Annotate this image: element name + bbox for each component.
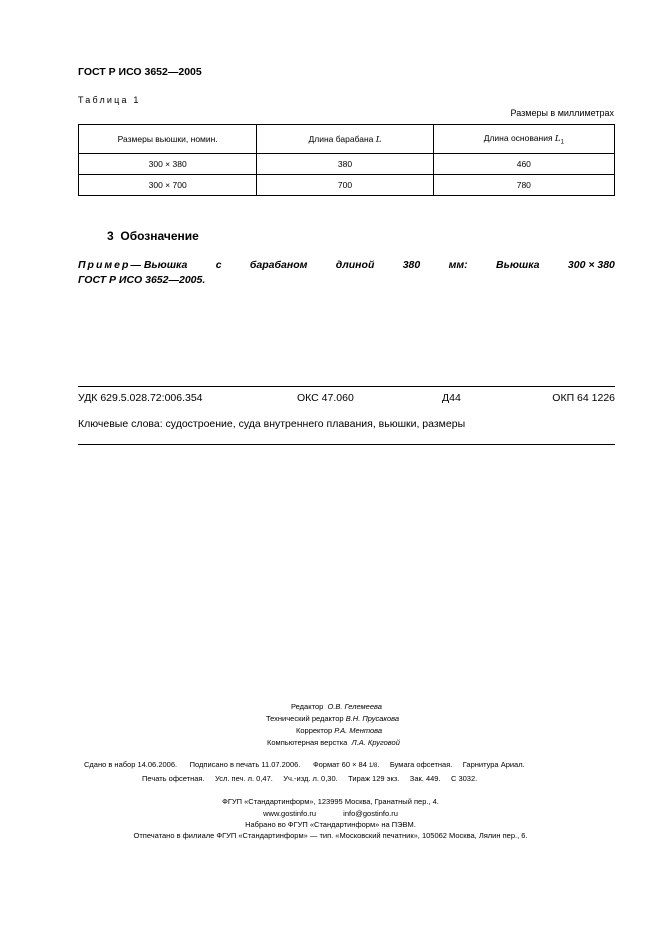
print-sheets: Усл. печ. л. 0,47. bbox=[214, 774, 273, 783]
credit-label: Корректор bbox=[296, 726, 333, 735]
publisher-line-1: ФГУП «Стандартинформ», 123995 Москва, Гранатный пер., 4. bbox=[222, 797, 439, 806]
table-units: Размеры в миллиметрах bbox=[510, 108, 614, 118]
print-info-line-2 bbox=[142, 774, 477, 783]
cell-drum-length: 700 bbox=[257, 175, 433, 196]
header-base-length-subscript: 1 bbox=[560, 139, 564, 146]
credit-layout bbox=[267, 738, 400, 747]
credit-corrector bbox=[296, 726, 382, 735]
example-word: мм: bbox=[448, 259, 468, 271]
print-edition-sheets: Уч.-изд. л. 0,30. bbox=[283, 774, 338, 783]
credit-label: Технический редактор bbox=[266, 714, 344, 723]
credit-editor bbox=[291, 702, 382, 711]
udk-code: УДК 629.5.028.72:006.354 bbox=[78, 392, 203, 404]
oks-code: ОКС 47.060 bbox=[297, 392, 354, 404]
okp-code: ОКП 64 1226 bbox=[552, 392, 615, 404]
example-word: длиной bbox=[335, 259, 375, 271]
example-word: Вьюшка bbox=[496, 259, 540, 271]
print-format: Формат 60 × 84 bbox=[312, 760, 367, 769]
example-word: — Вьюшка bbox=[130, 259, 188, 271]
print-font: Гарнитура Ариал. bbox=[462, 760, 525, 769]
example-line-2: ГОСТ Р ИСО 3652—2005. bbox=[78, 274, 206, 286]
cell-base-length: 780 bbox=[433, 175, 614, 196]
credit-tech-editor bbox=[266, 714, 399, 723]
header-size: Размеры вьюшки, номин. bbox=[79, 125, 257, 154]
print-format-fraction: 1/8 bbox=[369, 763, 378, 769]
keywords: Ключевые слова: судостроение, суда внутреннего плавания, вьюшки, размеры bbox=[78, 418, 466, 430]
credit-label: Компьютерная верстка bbox=[267, 738, 348, 747]
credit-name: Р.А. Ментова bbox=[334, 726, 383, 735]
example-line-1 bbox=[78, 258, 615, 273]
credit-name: О.В. Гелемеева bbox=[327, 702, 382, 711]
cell-drum-length: 380 bbox=[257, 154, 433, 175]
credit-name: Л.А. Круговой bbox=[351, 738, 400, 747]
cell-size: 300 × 380 bbox=[79, 154, 257, 175]
table-row bbox=[79, 154, 615, 175]
publisher-email[interactable]: info@gostinfo.ru bbox=[343, 809, 398, 818]
print-paper: Бумага офсетная. bbox=[389, 760, 453, 769]
document-header: ГОСТ Р ИСО 3652—2005 bbox=[78, 66, 202, 78]
print-info-line-1: Сдано в набор 14.06.2006. Подписано в печать 11.07.2006. Формат 60 × 84 1/8. Бумага офсетная. Гарнитура Ариал. bbox=[84, 760, 525, 769]
example-word: 300 × 380 bbox=[567, 259, 615, 271]
example-word: 380 bbox=[402, 259, 421, 271]
cell-size: 300 × 700 bbox=[79, 175, 257, 196]
table-caption: Таблица 1 bbox=[78, 95, 141, 105]
section-number: 3 bbox=[107, 229, 114, 243]
table-header-row bbox=[79, 125, 615, 154]
section-heading bbox=[107, 229, 199, 243]
header-drum-length bbox=[257, 125, 433, 154]
credit-name: В.Н. Прусакова bbox=[345, 714, 400, 723]
header-base-length-text: Длина основания bbox=[483, 132, 553, 143]
divider-top bbox=[78, 386, 615, 387]
publisher-line-3: Набрано во ФГУП «Стандартинформ» на ПЭВМ. bbox=[245, 820, 416, 829]
print-order: Зак. 449. bbox=[409, 774, 441, 783]
credit-label: Редактор bbox=[291, 702, 324, 711]
section-title: Обозначение bbox=[120, 229, 199, 243]
publisher-site[interactable]: www.gostinfo.ru bbox=[263, 809, 317, 818]
header-drum-length-text: Длина барабана bbox=[308, 133, 374, 144]
example-word: с bbox=[215, 259, 222, 271]
example-label: Пример bbox=[78, 259, 131, 271]
cell-base-length: 460 bbox=[433, 154, 614, 175]
publisher-line-4: Отпечатано в филиале ФГУП «Стандартинформ» — тип. «Московский печатник», 105062 Москва, Лялин пер., 6. bbox=[133, 831, 528, 840]
header-base-length bbox=[433, 125, 614, 154]
print-code: С 3032. bbox=[450, 774, 478, 783]
print-method: Печать офсетная. bbox=[142, 774, 205, 783]
table-row bbox=[79, 175, 615, 196]
example-lead bbox=[78, 258, 187, 273]
divider-bottom bbox=[78, 444, 615, 445]
header-base-length-symbol: L bbox=[554, 133, 561, 144]
print-sent: Сдано в набор 14.06.2006. bbox=[84, 760, 178, 769]
print-run: Тираж 129 экз. bbox=[348, 774, 400, 783]
d-code: Д44 bbox=[442, 392, 461, 404]
dimensions-table bbox=[78, 124, 615, 196]
header-drum-length-symbol: L bbox=[375, 134, 382, 145]
example-word: барабаном bbox=[249, 259, 308, 271]
publisher-line-2 bbox=[0, 809, 661, 818]
print-signed: Подписано в печать 11.07.2006. bbox=[189, 760, 301, 769]
designation-example bbox=[78, 258, 615, 288]
